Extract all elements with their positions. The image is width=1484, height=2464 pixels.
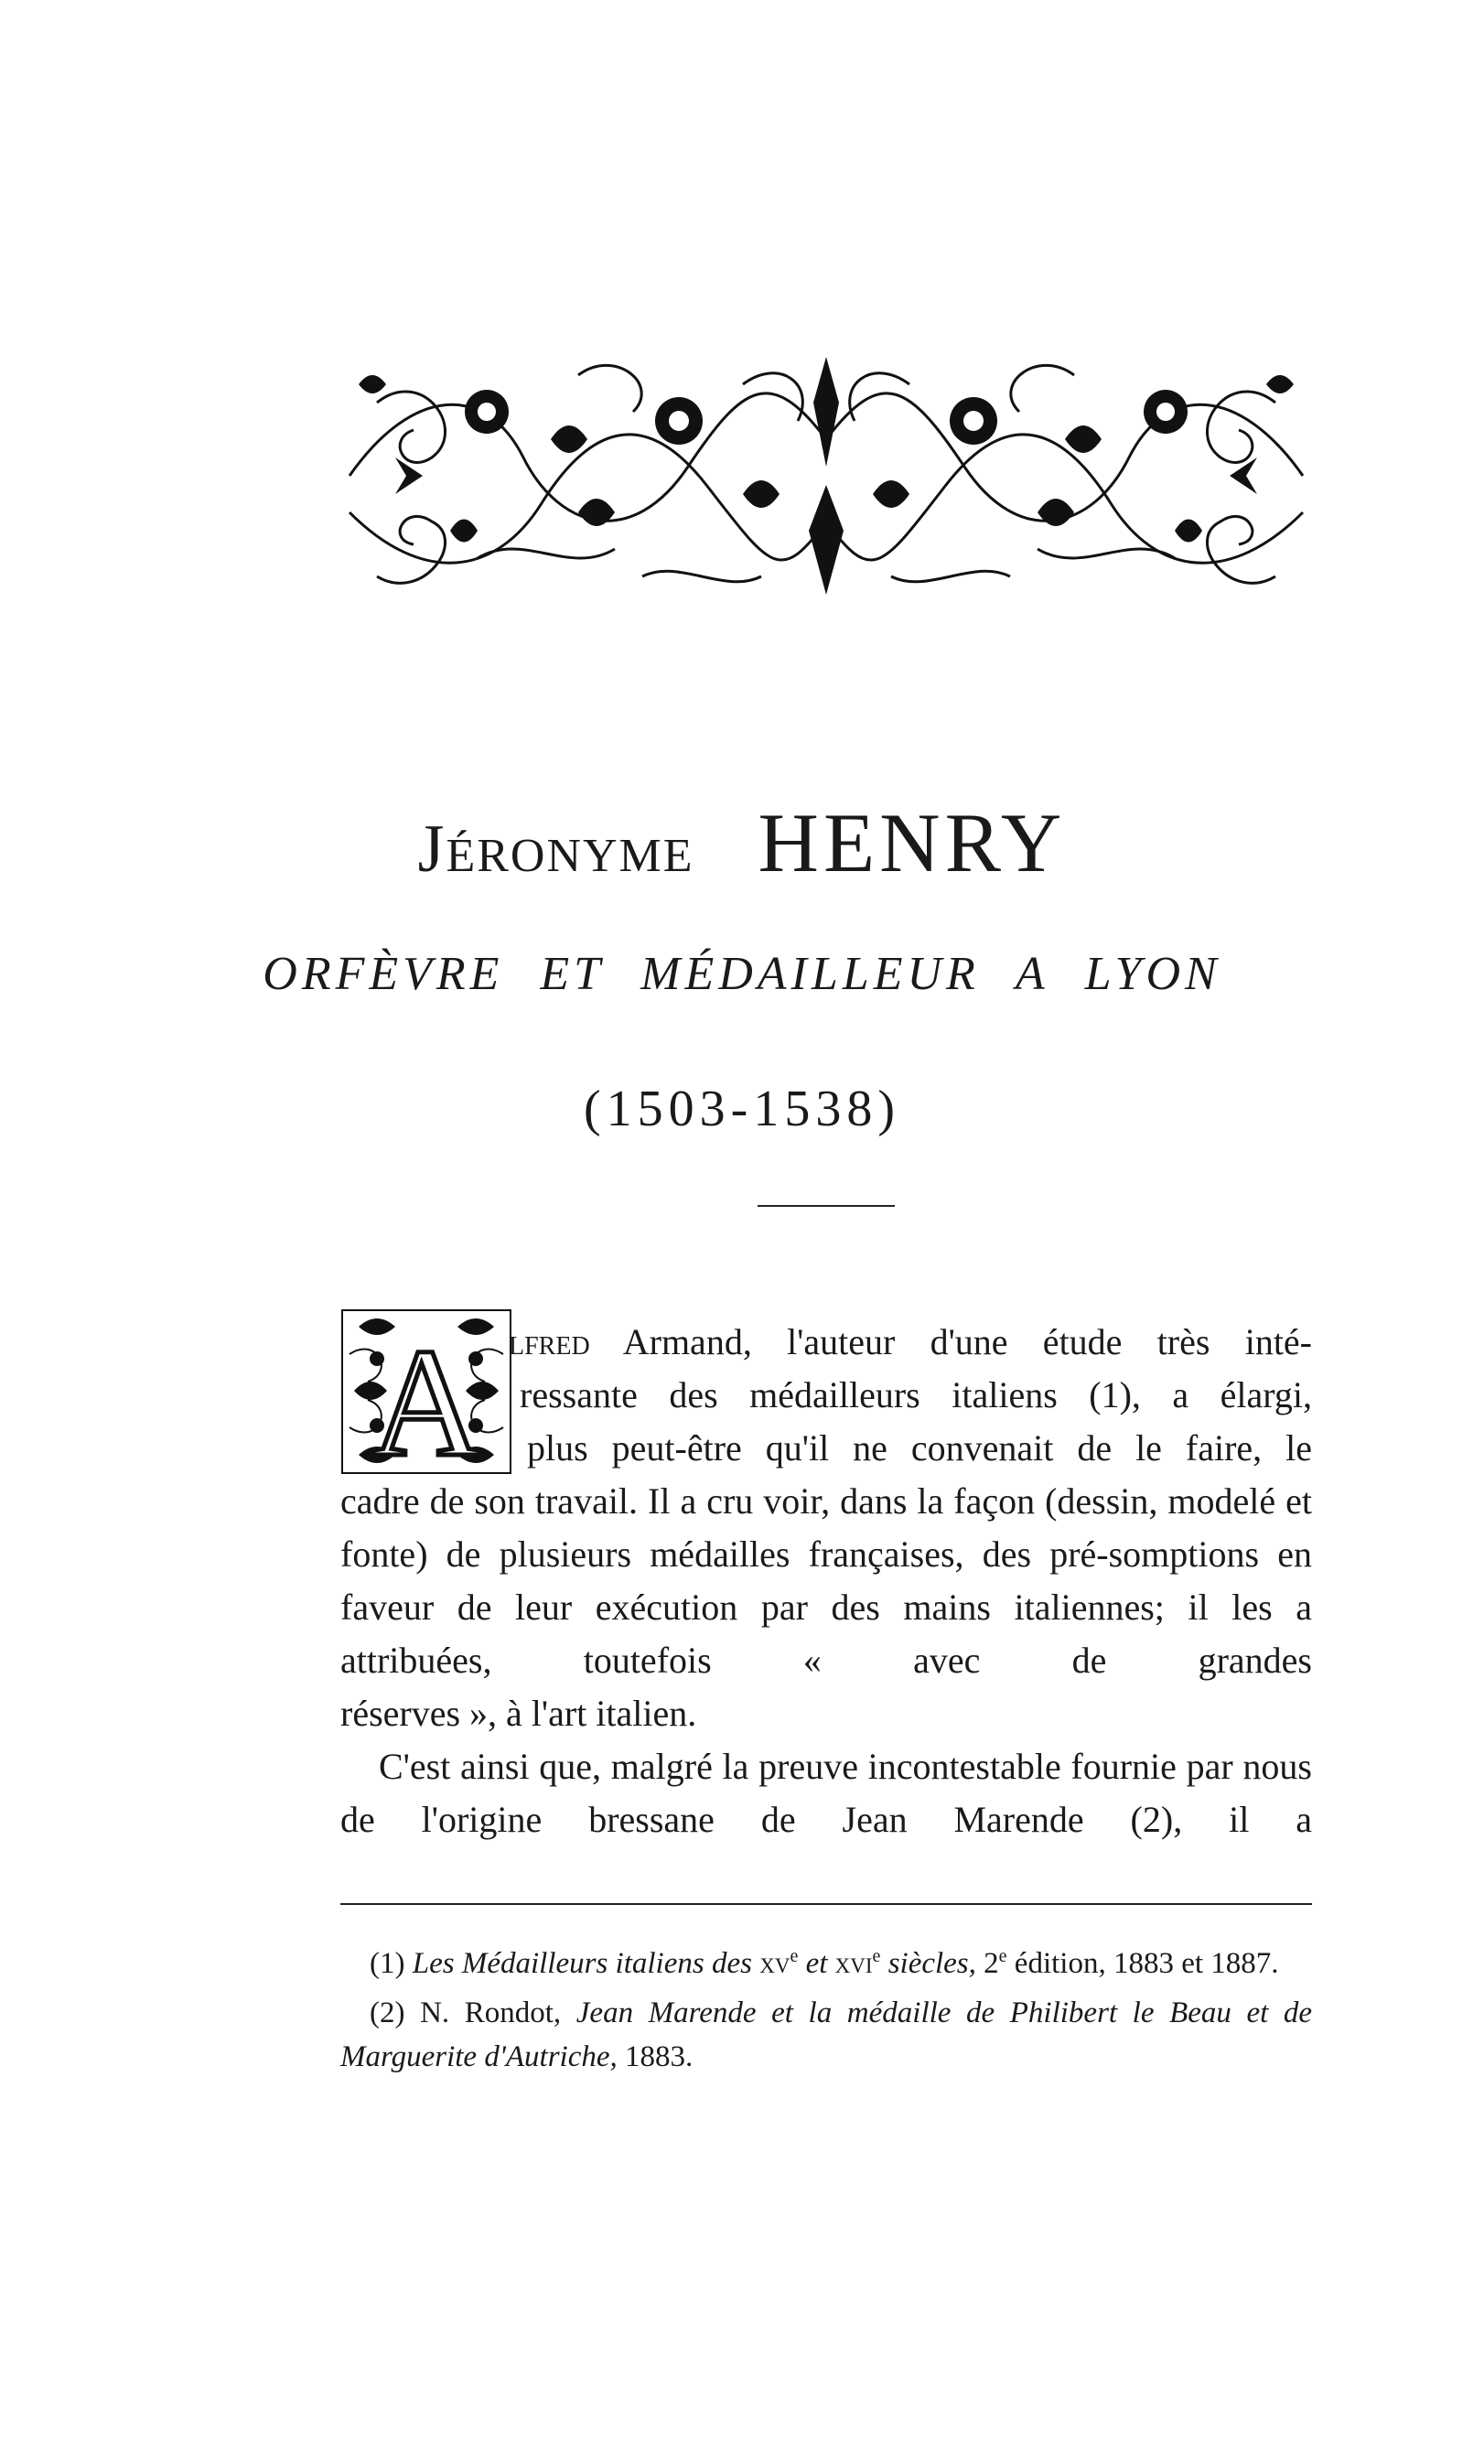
subtitle: ORFÈVRE ET MÉDAILLEUR A LYON xyxy=(263,948,1221,1000)
century-16: xvi xyxy=(834,1947,873,1980)
life-dates: (1503-1538) xyxy=(584,1081,900,1137)
dropcap-letter: A xyxy=(370,1317,483,1475)
paragraph-1-line-2: ressante des médailleurs italiens (1), a élargi, xyxy=(520,1374,1312,1415)
edition-sup: e xyxy=(998,1946,1007,1966)
paragraph-1-line-1 xyxy=(509,1316,1312,1369)
paragraph-1-rest-text: cadre de son travail. Il a cru voir, dans la façon (dessin, modelé et fonte) de plusieurs médailles françaises, des pré-somptions en faveur de leur exécution par des mains italiennes; il les a attribuées, toutefois « avec de grandes xyxy=(340,1480,1312,1681)
floral-headpiece-ornament xyxy=(340,348,1312,606)
footnote-2-author: N. Rondot, xyxy=(420,1996,562,2029)
paragraph-1-line-1-text: Armand, l'auteur d'une étude très inté- xyxy=(589,1321,1312,1362)
footnote-1 xyxy=(340,1942,1312,1985)
paragraph-1-body xyxy=(340,1475,1312,1740)
paragraph-1-last-line: réserves », à l'art italien. xyxy=(340,1693,697,1734)
title-first-name: Jéronyme xyxy=(417,812,694,887)
footnote-2-number: (2) xyxy=(370,1996,405,2029)
footnote-separator xyxy=(340,1903,1312,1905)
footnote-1-title: Les Médailleurs italiens des xyxy=(412,1947,752,1980)
edition-number: 2 xyxy=(984,1947,999,1980)
dropcap-continuation: lfred xyxy=(509,1321,590,1362)
footnote-2 xyxy=(340,1991,1312,2079)
century-16-sup: e xyxy=(872,1946,881,1966)
footnote-2-year: 1883. xyxy=(625,2040,694,2073)
footnote-1-number: (1) xyxy=(370,1947,405,1980)
paragraph-1-line-3: plus peut-être qu'il ne convenait de le faire, le xyxy=(527,1427,1312,1469)
footnotes xyxy=(340,1942,1312,2084)
footnote-1-et: et xyxy=(805,1947,828,1980)
century-15: xv xyxy=(759,1947,790,1980)
title-last-name: HENRY xyxy=(758,796,1067,889)
paragraph-2: C'est ainsi que, malgré la preuve incontestable fournie par nous de l'origine bressane de Jean Marende (2), il a xyxy=(340,1746,1312,1840)
edition-text: édition, 1883 et 1887. xyxy=(1014,1947,1279,1980)
century-15-sup: e xyxy=(790,1946,799,1966)
footnote-1-siecles: siècles, xyxy=(887,1947,976,1980)
ornamental-dropcap xyxy=(340,1308,512,1475)
page-title xyxy=(0,794,1484,891)
title-divider xyxy=(758,1205,895,1207)
footnote-2-title: Jean Marende et la médaille de Philibert le Beau et de Marguerite d'Autriche, xyxy=(340,1996,1313,2073)
